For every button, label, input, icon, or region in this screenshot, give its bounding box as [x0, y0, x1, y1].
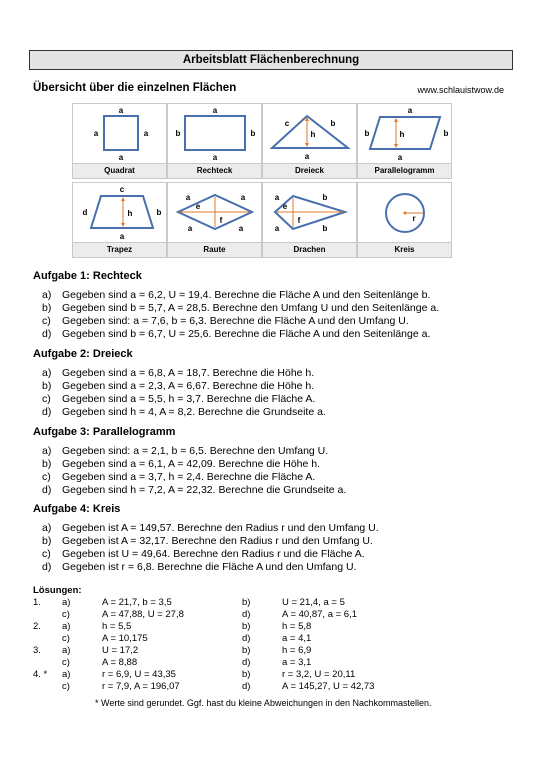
task-2-heading: Aufgabe 2: Dreieck: [33, 348, 133, 360]
solution-letter: d): [242, 633, 251, 644]
overview-heading: Übersicht über die einzelnen Flächen: [33, 82, 237, 94]
rhombus-label-br: a: [238, 224, 244, 233]
parallelogram-label-top: a: [407, 106, 413, 115]
solution-number: 3.: [33, 645, 41, 656]
caption-raute: Raute: [168, 242, 261, 257]
rhombus-label-tl: a: [185, 193, 191, 202]
trapezoid-diagram: [73, 183, 168, 245]
caption-drachen: Drachen: [263, 242, 356, 257]
rectangle-label-bottom: a: [212, 153, 218, 162]
task-4-item-c: c) Gegeben ist U = 49,64. Berechne den Radius r und die Fläche A.: [42, 548, 365, 560]
parallelogram-label-right: b: [443, 129, 449, 138]
trapezoid-label-h: h: [127, 209, 133, 218]
solution-letter: b): [242, 597, 251, 608]
caption-kreis: Kreis: [358, 242, 451, 257]
shape-cell-rechteck: [167, 103, 262, 179]
caption-parallelogramm: Parallelogramm: [358, 163, 451, 178]
rectangle-label-right: b: [250, 129, 256, 138]
kite-label-tr: b: [322, 193, 328, 202]
task-3-heading: Aufgabe 3: Parallelogramm: [33, 426, 176, 438]
task-1-item-a: a) Gegeben sind a = 6,2, U = 19,4. Berechne die Fläche A und den Seitenlänge b.: [42, 289, 431, 301]
shapes-overview-grid: [72, 103, 452, 258]
triangle-label-c: c: [284, 119, 290, 128]
arrow-up-icon: [394, 118, 398, 122]
kite-label-f: f: [297, 216, 301, 225]
task-3-item-b: b) Gegeben sind a = 6,1, A = 42,09. Berechne die Höhe h.: [42, 458, 321, 470]
task-2-item-d: d) Gegeben sind h = 4, A = 8,2. Berechne die Grundseite a.: [42, 406, 326, 418]
solution-letter: b): [242, 645, 251, 656]
solution-value: A = 40,87, a = 6,1: [282, 609, 358, 620]
task-4-item-d: d) Gegeben ist r = 6,8. Berechne die Fläche A und den Umfang U.: [42, 561, 357, 573]
solution-letter: a): [62, 645, 71, 656]
solution-value: U = 21,4, a = 5: [282, 597, 345, 608]
solution-letter: c): [62, 657, 70, 668]
solutions-heading: Lösungen:: [33, 585, 82, 596]
circle-center-dot: [404, 212, 407, 215]
task-4-item-b: b) Gegeben ist A = 32,17. Berechne den Radius r und den Umfang U.: [42, 535, 373, 547]
square-label-bottom: a: [118, 153, 124, 162]
task-3-item-a: a) Gegeben sind: a = 2,1, b = 6,5. Berechne den Umfang U.: [42, 445, 329, 457]
square-label-left: a: [93, 129, 99, 138]
rounding-note: * Werte sind gerundet. Ggf. hast du kleine Abweichungen in den Nachkommastellen.: [95, 698, 432, 708]
solution-value: r = 6,9, U = 43,35: [102, 669, 176, 680]
rhombus-label-bl: a: [187, 224, 193, 233]
parallelogram-diagram: [358, 104, 453, 166]
shape-cell-raute: [167, 182, 262, 258]
task-1-item-d: d) Gegeben sind b = 6,7, U = 25,6. Berechne die Fläche A und den Seitenlänge a.: [42, 328, 431, 340]
caption-dreieck: Dreieck: [263, 163, 356, 178]
solution-number: 1.: [33, 597, 41, 608]
solution-value: h = 6,9: [282, 645, 312, 656]
solution-letter: d): [242, 657, 251, 668]
solution-letter: a): [62, 621, 71, 632]
kite-diagram: [263, 183, 358, 245]
task-2-item-c: c) Gegeben sind a = 5,5, h = 3,7. Berechne die Fläche A.: [42, 393, 316, 405]
shape-cell-kreis: [357, 182, 452, 258]
task-2-item-a: a) Gegeben sind a = 6,8, A = 18,7. Berechne die Höhe h.: [42, 367, 315, 379]
shape-cell-quadrat: [72, 103, 167, 179]
triangle-label-b: b: [330, 119, 336, 128]
worksheet-title: Arbeitsblatt Flächenberechnung: [29, 50, 513, 70]
shape-cell-drachen: [262, 182, 357, 258]
trapezoid-label-d: d: [82, 208, 88, 217]
arrow-down-icon: [305, 143, 309, 147]
rhombus-label-f: f: [219, 216, 223, 225]
solution-letter: a): [62, 597, 71, 608]
triangle-diagram: [263, 104, 358, 166]
trapezoid-label-c: c: [119, 185, 125, 194]
triangle-label-h: h: [310, 130, 316, 139]
square-label-right: a: [143, 129, 149, 138]
solution-value: A = 10,175: [102, 633, 148, 644]
rhombus-label-tr: a: [240, 193, 246, 202]
trapezoid-label-b: b: [156, 208, 162, 217]
solution-letter: a): [62, 669, 71, 680]
solution-letter: c): [62, 633, 70, 644]
solution-value: A = 21,7, b = 3,5: [102, 597, 172, 608]
rhombus-diagram: [168, 183, 263, 245]
solution-value: h = 5,8: [282, 621, 312, 632]
arrow-down-icon: [121, 223, 125, 227]
square-shape: [104, 116, 138, 150]
rectangle-label-left: b: [175, 129, 181, 138]
caption-trapez: Trapez: [73, 242, 166, 257]
task-4-heading: Aufgabe 4: Kreis: [33, 503, 121, 515]
arrow-up-icon: [121, 197, 125, 201]
parallelogram-shape: [370, 117, 440, 149]
solution-letter: b): [242, 621, 251, 632]
task-4-item-a: a) Gegeben ist A = 149,57. Berechne den Radius r und den Umfang U.: [42, 522, 379, 534]
solution-value: A = 8,88: [102, 657, 138, 668]
kite-label-br: b: [322, 224, 328, 233]
task-3-item-c: c) Gegeben sind a = 3,7, h = 2,4. Berechne die Fläche A.: [42, 471, 316, 483]
rectangle-label-top: a: [212, 106, 218, 115]
rectangle-shape: [185, 116, 245, 150]
rectangle-diagram: [168, 104, 263, 166]
task-1-item-c: c) Gegeben sind: a = 7,6, b = 6,3. Berechne die Fläche A und den Umfang U.: [42, 315, 409, 327]
rhombus-label-e: e: [195, 202, 201, 211]
trapezoid-label-a: a: [119, 232, 125, 241]
shape-cell-trapez: [72, 182, 167, 258]
kite-label-bl: a: [274, 224, 280, 233]
solution-letter: c): [62, 681, 70, 692]
solution-value: A = 47,88, U = 27,8: [102, 609, 184, 620]
solution-number: 4. *: [33, 669, 48, 680]
kite-label-e: e: [282, 202, 288, 211]
shape-cell-parallelogramm: [357, 103, 452, 179]
solution-value: r = 7,9, A = 196,07: [102, 681, 180, 692]
circle-label-r: r: [412, 214, 416, 223]
parallelogram-label-h: h: [399, 130, 405, 139]
triangle-label-a: a: [304, 152, 310, 161]
caption-rechteck: Rechteck: [168, 163, 261, 178]
solution-value: a = 3,1: [282, 657, 312, 668]
shape-cell-dreieck: [262, 103, 357, 179]
solution-letter: c): [62, 609, 70, 620]
solution-letter: b): [242, 669, 251, 680]
solution-value: h = 5,5: [102, 621, 132, 632]
kite-label-tl: a: [274, 193, 280, 202]
solution-value: a = 4,1: [282, 633, 312, 644]
caption-quadrat: Quadrat: [73, 163, 166, 178]
solution-value: r = 3,2, U = 20,11: [282, 669, 356, 680]
solution-value: U = 17,2: [102, 645, 139, 656]
square-label-top: a: [118, 106, 124, 115]
solution-value: A = 145,27, U = 42,73: [282, 681, 375, 692]
task-2-item-b: b) Gegeben sind a = 2,3, A = 6,67. Berechne die Höhe h.: [42, 380, 315, 392]
website-url: www.schlauistwow.de: [417, 85, 504, 95]
square-diagram: [73, 104, 168, 166]
arrow-down-icon: [394, 144, 398, 148]
solution-letter: d): [242, 609, 251, 620]
solution-number: 2.: [33, 621, 41, 632]
parallelogram-label-bottom: a: [397, 153, 403, 162]
task-1-heading: Aufgabe 1: Rechteck: [33, 270, 142, 282]
task-1-item-b: b) Gegeben sind b = 5,7, A = 28,5. Berechne den Umfang U und den Seitenlänge a.: [42, 302, 440, 314]
parallelogram-label-left: b: [364, 129, 370, 138]
solution-letter: d): [242, 681, 251, 692]
circle-diagram: [358, 183, 453, 245]
task-3-item-d: d) Gegeben sind h = 7,2, A = 22,32. Berechne die Grundseite a.: [42, 484, 347, 496]
